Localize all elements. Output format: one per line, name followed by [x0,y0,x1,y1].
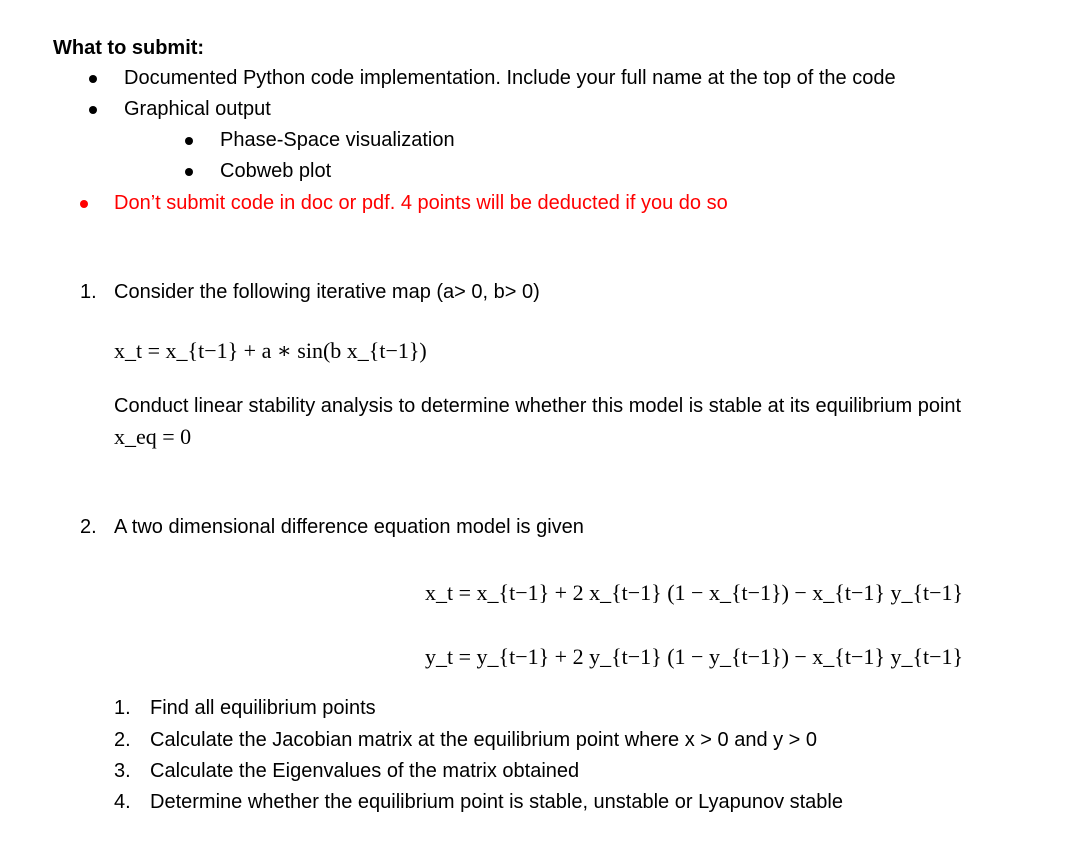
q2-task-text: Calculate the Eigenvalues of the matrix obtained [150,760,580,782]
q2-prompt: A two dimensional difference equation model is given [114,516,584,538]
sub-item-phase-space: Phase-Space visualization [220,129,455,151]
sub-item-cobweb: Cobweb plot [220,160,332,182]
q2-task-number: 2. [114,729,131,751]
q2-task-number: 3. [114,760,131,782]
q2-task-number: 4. [114,791,131,813]
q2-task-text: Calculate the Jacobian matrix at the equilibrium point where x > 0 and y > 0 [150,729,818,751]
q1-equation [114,338,427,364]
submit-warning: Don’t submit code in doc or pdf. 4 points will be deducted if you do so [114,192,728,214]
q1-equation-text: x_t = x_{t−1} + a ∗ sin(b x_{t−1}) [114,338,427,363]
q1-instruction: Conduct linear stability analysis to determine whether this model is stable at its equilibrium point [114,395,962,417]
submit-item-graphical: Graphical output [124,98,271,120]
bullet-icon [185,168,193,176]
q2-equation-x: x_t = x_{t−1} + 2 x_{t−1} (1 − x_{t−1}) − x_{t−1} y_{t−1} [425,580,964,605]
q1-equilibrium: x_eq = 0 [114,424,192,449]
submit-heading: What to submit: [53,37,205,59]
submit-item-code: Documented Python code implementation. Include your full name at the top of the code [124,67,896,89]
q2-task-text: Determine whether the equilibrium point is stable, unstable or Lyapunov stable [150,791,843,813]
q2-task-text: Find all equilibrium points [150,697,376,719]
warning-bullet-icon [80,200,88,208]
q2-task-number: 1. [114,697,131,719]
bullet-icon [89,75,97,83]
q2-equation-y: y_t = y_{t−1} + 2 y_{t−1} (1 − y_{t−1}) − x_{t−1} y_{t−1} [425,644,964,669]
bullet-icon [185,137,193,145]
q2-number: 2. [80,516,97,538]
q1-prompt: Consider the following iterative map (a> 0, b> 0) [114,281,540,303]
q1-number: 1. [80,281,97,303]
bullet-icon [89,106,97,114]
